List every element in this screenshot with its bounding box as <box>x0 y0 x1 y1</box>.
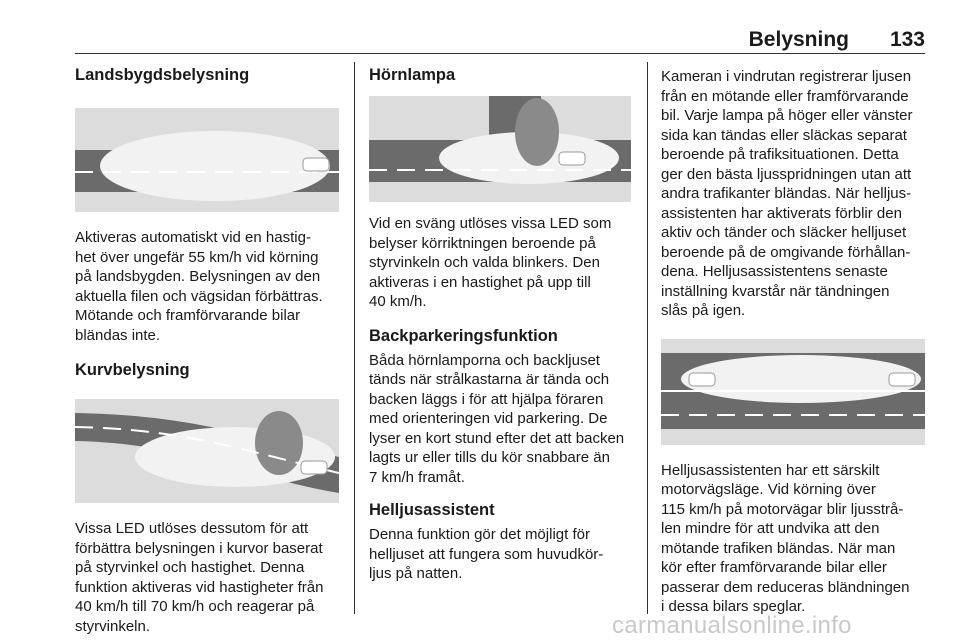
column-1 <box>75 62 345 636</box>
column-divider <box>354 62 355 614</box>
page-number: 133 <box>889 28 925 51</box>
heading-backparkeringsfunktion: Backparkeringsfunktion <box>369 326 558 345</box>
header-rule <box>75 53 925 54</box>
paragraph: Båda hörnlamporna och backljuset tänds när strålkastarna är tända och backen läggs i för att hjälpa föraren med orienteringen vid parkering. De lyser en kort stund efter det att backen lagts ur eller tills du kör snabbare än 7 km/h framåt. <box>369 351 625 486</box>
column-3 <box>661 62 927 617</box>
heading-hornlampa: Hörnlampa <box>369 66 456 84</box>
column-divider <box>647 62 648 614</box>
page-header <box>75 22 925 52</box>
watermark: carmanualsonline.info <box>612 612 852 639</box>
heading-kurvbelysning: Kurvbelysning <box>75 361 190 379</box>
column-2 <box>369 62 633 584</box>
figure-corner-light <box>369 96 631 202</box>
section-title: Belysning <box>748 28 849 51</box>
paragraph: Kameran i vindrutan registrerar ljusen från en mötande eller framförvarande bil. Varje lampa på höger eller vänster sida kan tändas eller släckas separat beroende på trafiksituationen. Detta ger den bästa ljusspridningen utan att andra trafikanter bländas. När helljus- assistenten har aktiverats förblir den aktiv och tänder och släcker helljuset beroende på de omgivande förhållan- dena. Helljusassistentens senaste inställning kvarstår när tändningen slås på igen. <box>661 68 913 319</box>
paragraph: Helljusassistenten har ett särskilt motorvägsläge. Vid körning över 115 km/h på motorvägar blir ljusstrå- len mindre för att undvika att den mötande trafiken bländas. När man kör efter framförvarande bilar eller passerar dem reduceras bländningen i dessa bilars speglar. <box>661 461 910 615</box>
paragraph: Denna funktion gör det möjligt för helljuset att fungera som huvudkör- ljus på natten. <box>369 526 604 582</box>
heading-landsbygdsbelysning: Landsbygdsbelysning <box>75 66 250 84</box>
paragraph: Vid en sväng utlöses vissa LED som belyser körriktningen beroende på styrvinkeln och valda blinkers. Den aktiveras i en hastighet på upp till 40 km/h. <box>369 215 612 310</box>
paragraph: Aktiveras automatiskt vid en hastig- het över ungefär 55 km/h vid körning på landsbygden. Belysningen av den aktuella filen och vägsidan förbättras. Mötande och framförvarande bilar bländas inte. <box>75 229 323 344</box>
heading-helljusassistent: Helljusassistent <box>369 501 495 519</box>
paragraph: Vissa LED utlöses dessutom för att förbättra belysningen i kurvor baserat på styrvinkel och hastighet. Denna funktion aktiveras vid hastigheter från 40 km/h till 70 km/h och reagerar på styrvinkeln. <box>75 520 324 635</box>
figure-country-light <box>75 108 339 212</box>
figure-highway-mode <box>661 339 925 445</box>
figure-curve-light <box>75 399 339 503</box>
